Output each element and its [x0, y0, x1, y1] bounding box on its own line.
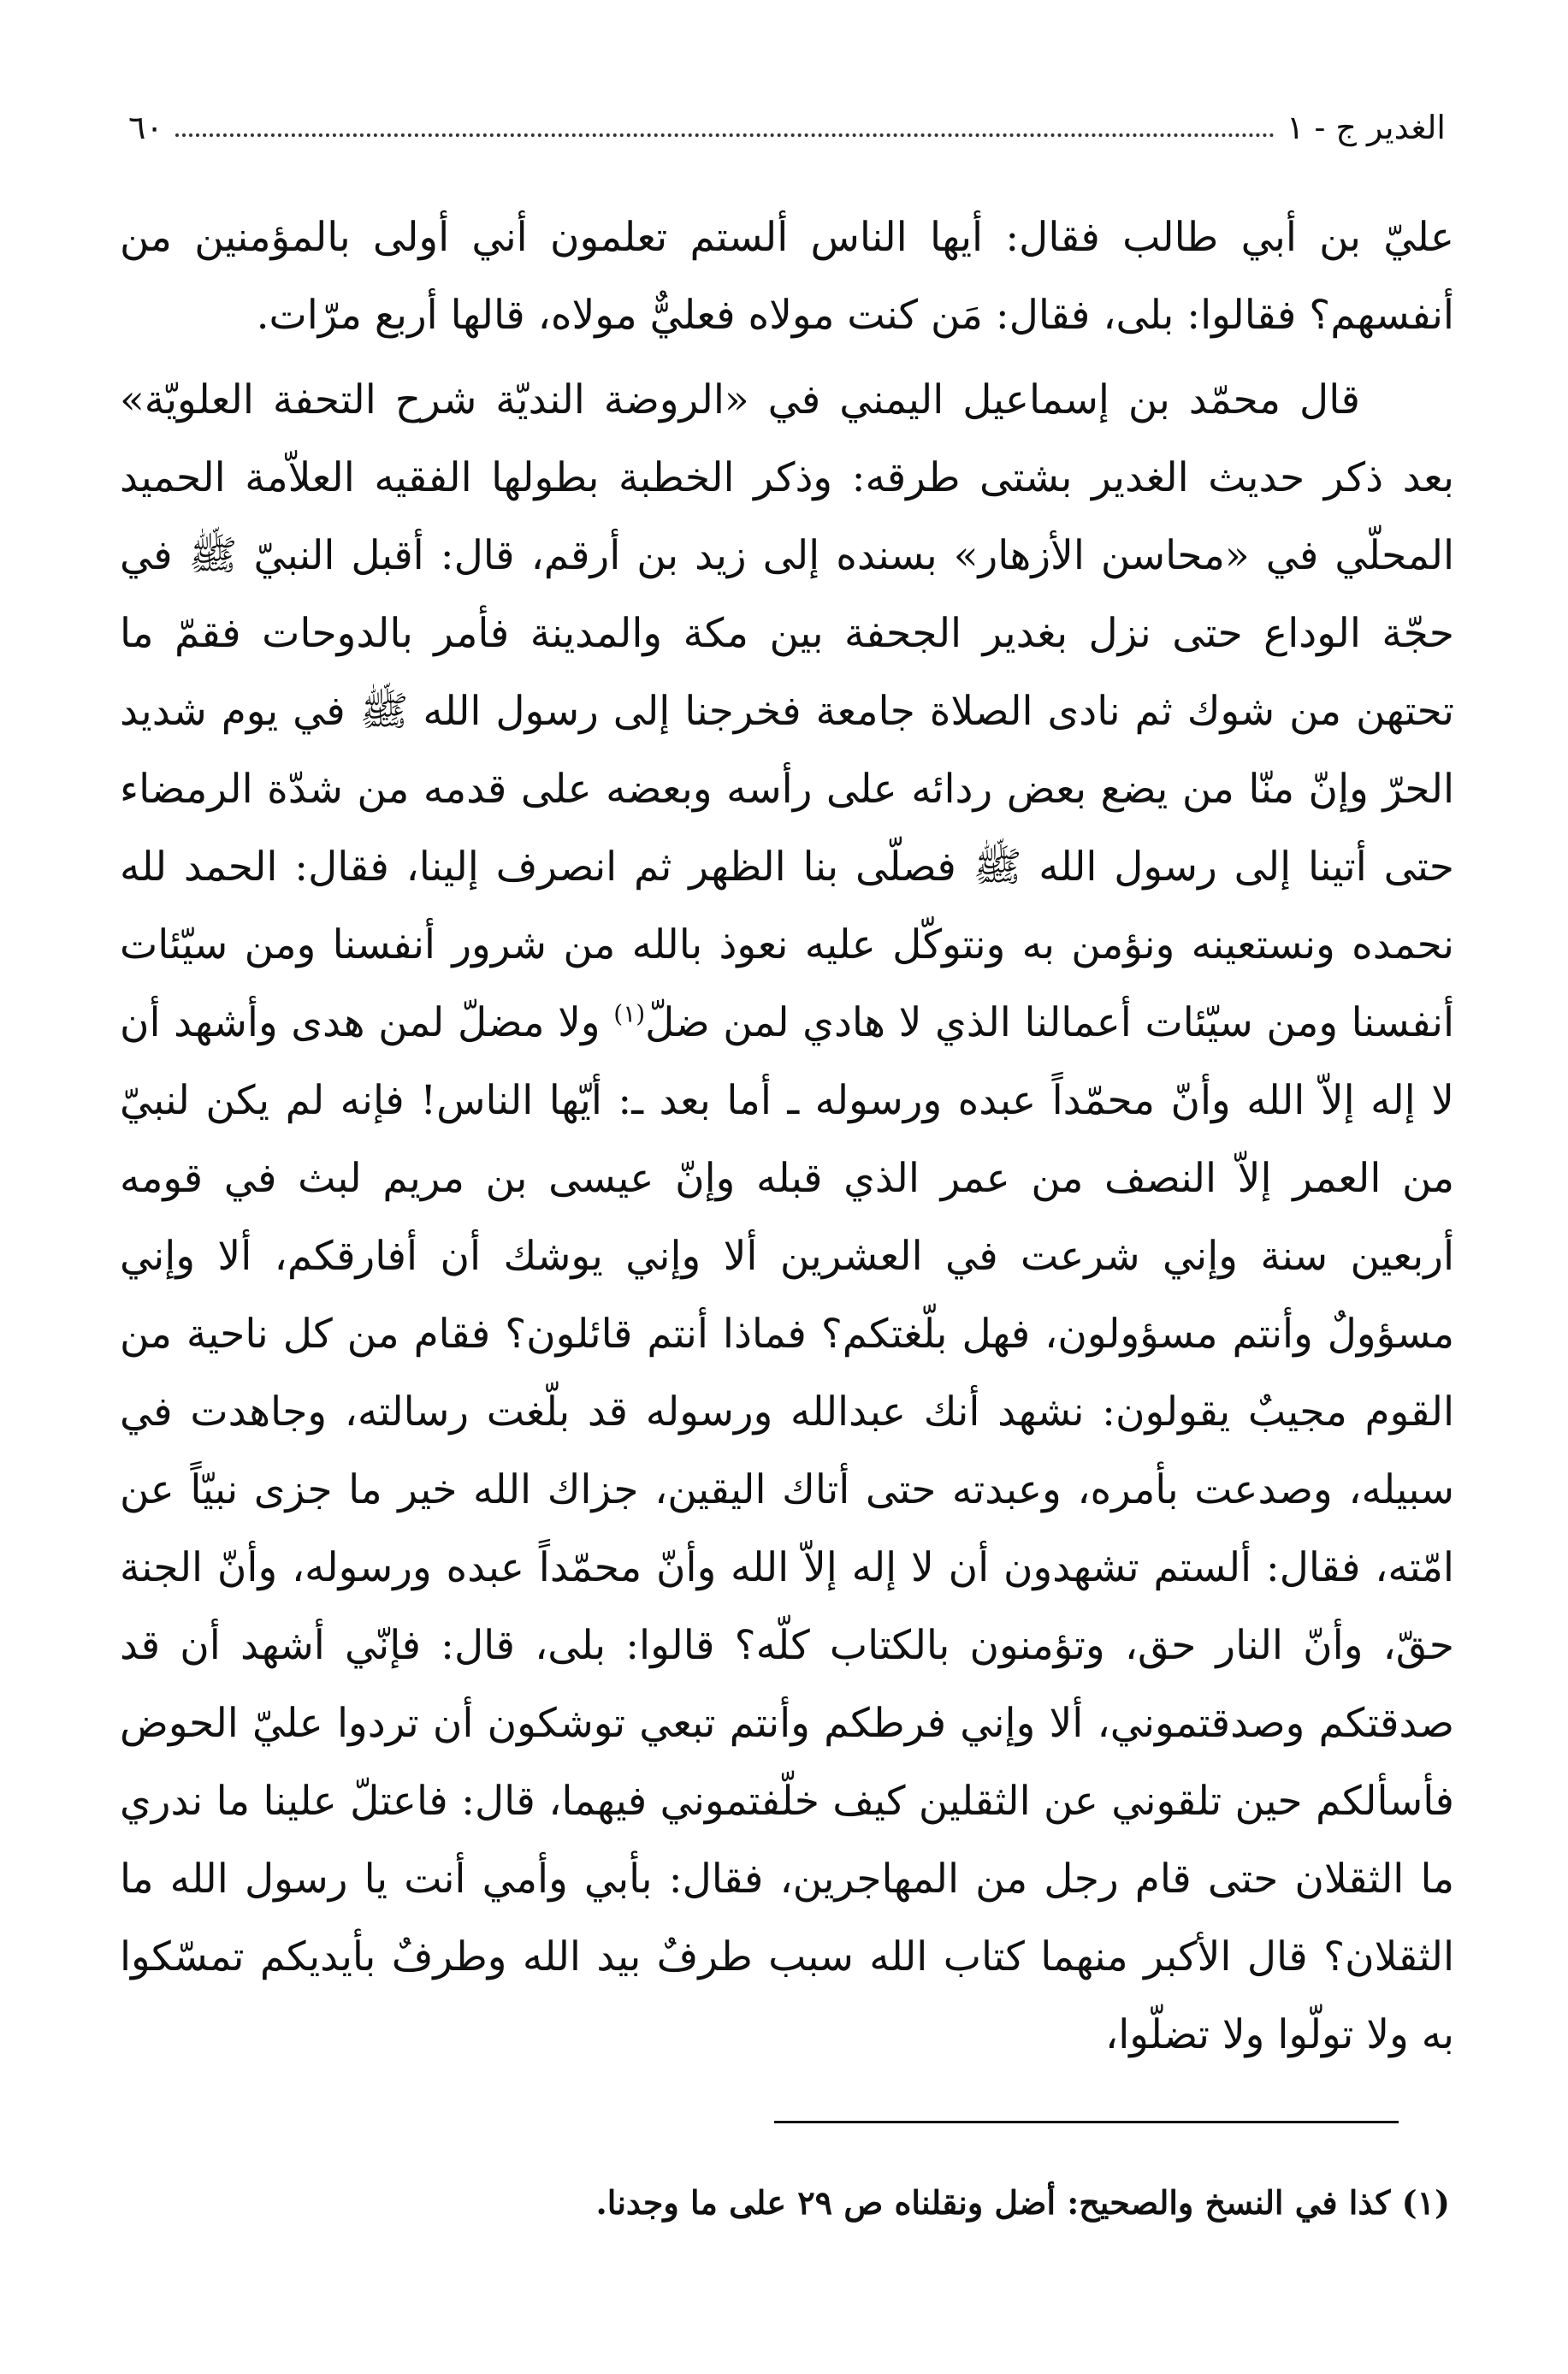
- footnote: (١) كذا في النسخ والصحيح: أضل ونقلناه ص ٢٩ على ما وجدنا.: [595, 2183, 1450, 2222]
- paragraph-2: [120, 361, 1454, 2074]
- running-title: الغدير ج - ١: [1287, 109, 1446, 146]
- main-text: [120, 198, 1454, 2074]
- page-number: ٦٠: [128, 109, 163, 146]
- running-header: [128, 92, 1446, 144]
- paragraph-2-text-after-ref: ولا مضلّ لمن هدى وأشهد أن لا إله إلاّ الله وأنّ محمّداً عبده ورسوله ـ أما بعد ـ: أيّها الناس! فإنه لم يكن لنبيّ من العمر إلاّ النصف من عمر الذي قبله وإنّ عيسى بن مريم لبث في قومه أربعين سنة وإني شرعت في العشرين ألا وإني يوشك أن أفارقكم، ألا وإني مسؤولٌ وأنتم مسؤولون، فهل بلّغتكم؟ فماذا أنتم قائلون؟ فقام من كل ناحية من القوم مجيبٌ يقولون: نشهد أنك عبدالله ورسوله قد بلّغت رسالته، وجاهدت في سبيله، وصدعت بأمره، وعبدته حتى أتاك اليقين، جزاك الله خير ما جزى نبيّاً عن امّته، فقال: ألستم تشهدون أن لا إله إلاّ الله وأنّ محمّداً عبده ورسوله، وأنّ الجنة حقّ، وأنّ النار حق، وتؤمنون بالكتاب كلّه؟ قالوا: بلى، قال: فإنّي أشهد أن قد صدقتكم وصدقتموني، ألا وإني فرطكم وأنتم تبعي توشكون أن تردوا عليّ الحوض فأسألكم حين تلقوني عن الثقلين كيف خلّفتموني فيهما، قال: فاعتلّ علينا ما ندري ما الثقلان حتى قام رجل من المهاجرين، فقال: بأبي وأمي أنت يا رسول الله ما الثقلان؟ قال الأكبر منهما كتاب الله سبب طرفٌ بيد الله وطرفٌ بأيديكم تمسّكوا به ولا تولّوا ولا تضلّوا،: [120, 999, 1454, 2058]
- footnote-separator: [774, 2121, 1399, 2123]
- header-dot-leader: [175, 133, 1275, 137]
- paragraph-2-text-before-ref: قال محمّد بن إسماعيل اليمني في «الروضة النديّة شرح التحفة العلويّة» بعد ذكر حديث الغدير بشتى طرقه: وذكر الخطبة بطولها الفقيه العلاّمة الحميد المحلّي في «محاسن الأزهار» بسنده إلى زيد بن أرقم، قال: أقبل النبيّ ﷺ في حجّة الوداع حتى نزل بغدير الجحفة بين مكة والمدينة فأمر بالدوحات فقمّ ما تحتهن من شوك ثم نادى الصلاة جامعة فخرجنا إلى رسول الله ﷺ في يوم شديد الحرّ وإنّ منّا من يضع بعض ردائه على رأسه وبعضه على قدمه من شدّة الرمضاء حتى أتينا إلى رسول الله ﷺ فصلّى بنا الظهر ثم انصرف إلينا، فقال: الحمد لله نحمده ونستعينه ونؤمن به ونتوكّل عليه نعوذ بالله من شرور أنفسنا ومن سيّئات أنفسنا ومن سيّئات أعمالنا الذي لا هادي لمن ضلّ: [120, 376, 1455, 1046]
- paragraph-1: عليّ بن أبي طالب فقال: أيها الناس ألستم تعلمون أني أولى بالمؤمنين من أنفسهم؟ فقالوا: بلى، فقال: مَن كنت مولاه فعليٌّ مولاه، قالها أربع مرّات.: [120, 214, 1454, 339]
- footnote-reference-mark: (١): [613, 999, 646, 1028]
